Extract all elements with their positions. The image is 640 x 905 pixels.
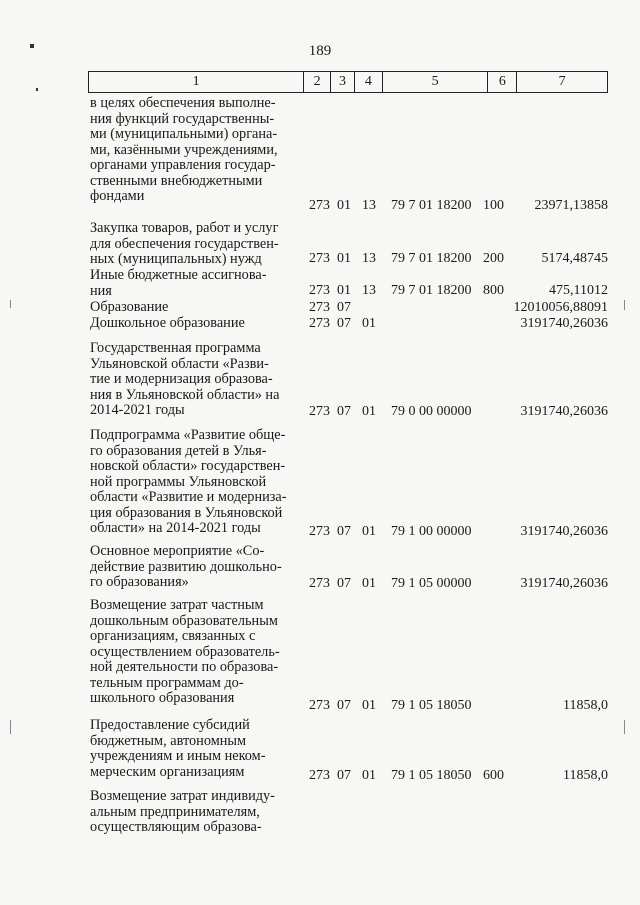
cell-k7: 11858,0: [563, 698, 608, 713]
row-description: [90, 544, 304, 591]
cell-k2: 07: [337, 316, 351, 331]
description-line: тие и модернизация образова-: [90, 371, 273, 387]
page-number: 189: [308, 43, 332, 59]
description-line: Основное мероприятие «Со-: [90, 543, 265, 559]
description-line: ной программы Ульяновской: [90, 473, 267, 490]
description-line: ния в Ульяновской области» на: [90, 386, 280, 403]
cell-k5: 79 7 01 18200: [391, 198, 472, 213]
description-line: ных (муниципальных) нужд: [90, 251, 262, 267]
scan-mark: [10, 720, 11, 734]
description-line: го образования»: [90, 574, 189, 590]
cell-k3: 13: [362, 283, 376, 298]
description-line: Закупка товаров, работ и услуг: [90, 220, 279, 236]
description-line: Возмещение затрат частным: [90, 597, 264, 613]
cell-k5: 79 7 01 18200: [391, 251, 472, 266]
cell-k1: 273: [309, 698, 330, 713]
description-line: осуществлением образователь-: [90, 643, 280, 660]
description-line: Дошкольное образование: [90, 315, 245, 331]
description-line: Иные бюджетные ассигнова-: [90, 267, 267, 283]
cell-k5: 79 1 05 00000: [391, 576, 472, 591]
cell-k5: 79 0 00 00000: [391, 404, 472, 419]
cell-k1: 273: [309, 283, 330, 298]
row-description: [90, 268, 304, 299]
cell-k2: 01: [337, 283, 351, 298]
cell-k7: 3191740,26036: [520, 316, 608, 331]
cell-k6: 200: [483, 251, 504, 266]
description-line: учреждениям и иным неком-: [90, 748, 266, 764]
cell-k1: 273: [309, 768, 330, 783]
scan-speck: [36, 88, 38, 91]
header-cell-4: 4: [355, 72, 383, 92]
description-line: мерческим организациям: [90, 763, 245, 780]
description-line: Подпрограмма «Развитие обще-: [90, 427, 286, 443]
cell-k3: 01: [362, 576, 376, 591]
description-line: Государственная программа: [90, 340, 261, 356]
cell-k5: 79 7 01 18200: [391, 283, 472, 298]
cell-k1: 273: [309, 576, 330, 591]
description-line: органами управления государ-: [90, 157, 276, 173]
description-line: ми (муниципальными) органа-: [90, 126, 278, 142]
row-description: [90, 300, 304, 316]
scan-mark: [10, 300, 11, 308]
cell-k3: 01: [362, 768, 376, 783]
description-line: тельным программам до-: [90, 674, 244, 691]
cell-k2: 07: [337, 524, 351, 539]
cell-k7: 5174,48745: [541, 251, 608, 266]
cell-k2: 07: [337, 576, 351, 591]
table-header: [88, 71, 608, 93]
cell-k2: 01: [337, 198, 351, 213]
cell-k3: 01: [362, 524, 376, 539]
scan-speck: [30, 44, 34, 48]
cell-k3: 01: [362, 698, 376, 713]
cell-k3: 01: [362, 404, 376, 419]
scan-mark: [624, 300, 625, 310]
row-description: [90, 316, 304, 332]
description-line: фондами: [90, 188, 145, 204]
cell-k1: 273: [309, 300, 330, 315]
cell-k7: 12010056,88091: [513, 300, 608, 315]
description-line: ми, казёнными учреждениями,: [90, 141, 278, 158]
description-line: в целях обеспечения выполне-: [90, 95, 276, 111]
description-line: Возмещение затрат индивиду-: [90, 788, 275, 804]
description-line: ния функций государственны-: [90, 110, 275, 127]
row-description: [90, 221, 304, 268]
description-line: ция образования в Ульяновской: [90, 504, 283, 521]
cell-k5: 79 1 05 18050: [391, 698, 472, 713]
row-description: [90, 341, 304, 419]
cell-k2: 07: [337, 300, 351, 315]
description-line: области «Развитие и модерниза-: [90, 489, 287, 505]
cell-k7: 3191740,26036: [520, 576, 608, 591]
cell-k1: 273: [309, 251, 330, 266]
description-line: ной деятельности по образова-: [90, 659, 279, 675]
cell-k7: 11858,0: [563, 768, 608, 783]
cell-k3: 13: [362, 198, 376, 213]
header-cell-7: 7: [558, 74, 566, 89]
cell-k6: 100: [483, 198, 504, 213]
cell-k7: 23971,13858: [534, 198, 608, 213]
header-cell-6: 6: [488, 72, 517, 92]
description-line: школьного образования: [90, 690, 235, 706]
cell-k1: 273: [309, 524, 330, 539]
header-cell-2: 2: [304, 72, 331, 92]
description-line: 2014-2021 годы: [90, 402, 185, 418]
description-line: Ульяновской области «Разви-: [90, 355, 269, 372]
cell-k7: 475,11012: [549, 283, 608, 298]
cell-k6: 600: [483, 768, 504, 783]
cell-k1: 273: [309, 198, 330, 213]
row-description: [90, 598, 304, 707]
cell-k3: 13: [362, 251, 376, 266]
row-description: [90, 428, 304, 537]
cell-k5: 79 1 00 00000: [391, 524, 472, 539]
description-line: го образования детей в Улья-: [90, 442, 267, 459]
description-line: Образование: [90, 299, 169, 315]
cell-k7: 3191740,26036: [520, 404, 608, 419]
cell-k1: 273: [309, 316, 330, 331]
header-cell-3: 3: [331, 72, 355, 92]
description-line: действие развитию дошкольно-: [90, 558, 282, 575]
description-line: ственными внебюджетными: [90, 172, 263, 189]
description-line: альным предпринимателям,: [90, 803, 260, 820]
cell-k7: 3191740,26036: [520, 524, 608, 539]
cell-k2: 07: [337, 698, 351, 713]
cell-k2: 07: [337, 768, 351, 783]
cell-k5: 79 1 05 18050: [391, 768, 472, 783]
description-line: Предоставление субсидий: [90, 717, 250, 733]
description-line: организациям, связанных с: [90, 628, 256, 644]
description-line: ния: [90, 282, 112, 299]
description-line: осуществляющим образова-: [90, 819, 262, 835]
header-cell-1: 1: [89, 72, 304, 92]
row-description: [90, 789, 304, 836]
description-line: новской области» государствен-: [90, 458, 286, 474]
cell-k2: 01: [337, 251, 351, 266]
description-line: для обеспечения государствен-: [90, 235, 279, 252]
cell-k3: 01: [362, 316, 376, 331]
cell-k1: 273: [309, 404, 330, 419]
row-description: [90, 718, 304, 780]
description-line: бюджетным, автономным: [90, 732, 247, 749]
cell-k2: 07: [337, 404, 351, 419]
row-description: [90, 96, 304, 205]
description-line: дошкольным образовательным: [90, 612, 278, 629]
scan-mark: [624, 720, 625, 734]
cell-k6: 800: [483, 283, 504, 298]
description-line: области» на 2014-2021 годы: [90, 520, 261, 536]
header-cell-5: 5: [383, 72, 489, 92]
